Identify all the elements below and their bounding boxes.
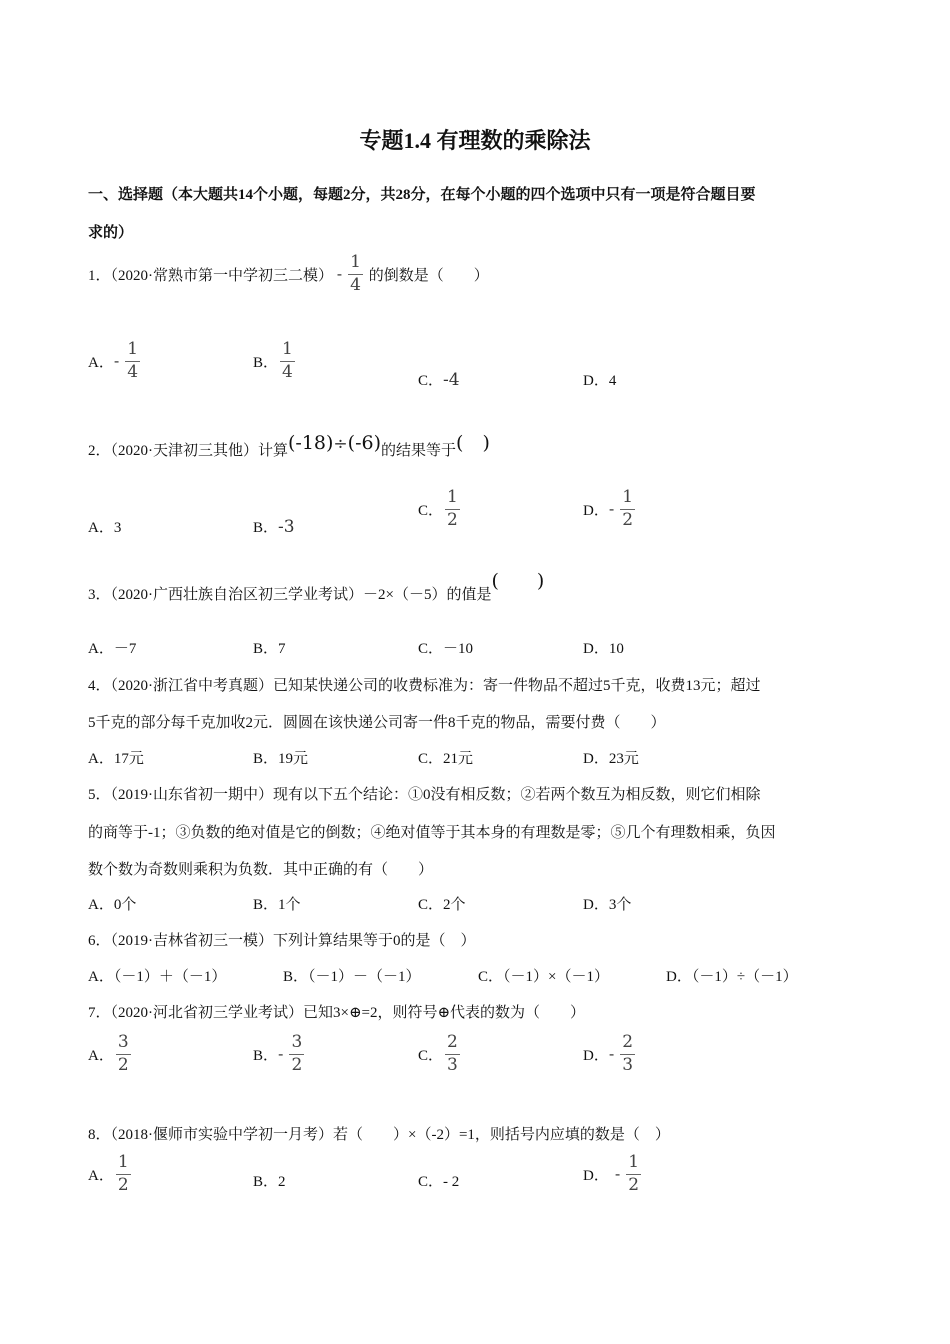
question-1-minus: - [336,265,343,284]
option-fraction [620,489,635,530]
option-label: D． [583,1047,609,1064]
option-label: C． [418,373,444,389]
q1-option-a [88,341,142,382]
question-4-line-2: 5千克的部分每千克加收2元．圆圆在该快递公司寄一件8千克的物品，需要付费（ ） [88,715,666,731]
q5-option-c: C．2个 [418,897,466,913]
q8-option-d [583,1154,643,1195]
option-value: 3 [113,520,122,536]
question-2 [88,428,490,460]
q8-option-a [88,1154,133,1195]
fraction-numerator: 3 [116,1034,131,1055]
option-label: A． [88,354,114,371]
option-label: D． [583,502,609,519]
question-8: 8．（2018·偃师市实验中学初一月考）若（ ）×（-2）=1，则括号内应填的数是（ ） [88,1127,670,1143]
q2-option-d [583,489,637,530]
option-label: D． [583,373,609,389]
option-fraction [445,1034,460,1075]
fraction-denominator: 2 [117,1174,129,1195]
question-1-fraction [348,254,363,295]
q3-option-b: B．7 [253,641,286,657]
q2-option-c [418,489,462,530]
q2-option-b [253,516,295,537]
option-label: C． [418,502,444,519]
q5-option-b: B．1个 [253,897,301,913]
option-label: A． [88,520,114,536]
fraction-denominator: 4 [350,274,361,295]
option-minus: - [608,1045,615,1064]
q8-option-c [418,1170,459,1191]
option-label: B． [253,354,279,371]
option-fraction [125,341,140,382]
fraction-numerator: 1 [626,1154,641,1175]
option-label: B． [253,1047,279,1064]
q3-option-d: D．10 [583,641,624,657]
option-label: A． [88,1047,114,1064]
option-minus: - [608,500,615,519]
question-1 [88,254,489,295]
section-heading-line-2: 求的） [88,225,134,241]
page-title: 专题1.4 有理数的乘除法 [359,128,591,153]
option-label: D． [583,1167,609,1184]
option-value: -4 [443,370,460,390]
q1-option-b [253,341,297,382]
question-6: 6．（2019·吉林省初三一模）下列计算结果等于0的是（ ） [88,933,476,949]
option-value: - 2 [443,1174,460,1190]
question-5-line-3: 数个数为奇数则乘积为负数．其中正确的有（ ） [88,862,434,878]
option-label: C． [418,1174,444,1190]
question-7: 7．（2020·河北省初三学业考试）已知3×⊕=2，则符号⊕代表的数为（ ） [88,1005,586,1021]
option-fraction [626,1154,641,1195]
question-2-answer-paren: ( ) [456,432,490,454]
fraction-numerator: 1 [116,1154,131,1175]
q5-option-d: D．3个 [583,897,632,913]
question-2-expression-b: (-6) [347,432,382,454]
fraction-denominator: 3 [622,1054,634,1075]
fraction-denominator: 4 [282,361,293,382]
fraction-numerator: 1 [620,489,635,510]
question-1-suffix: 的倒数是（ ） [368,267,489,284]
option-minus: - [113,352,120,371]
question-5-line-1: 5．（2019·山东省初一期中）现有以下五个结论：①0没有相反数；②若两个数互为相反数，则它们相除 [88,787,761,803]
option-label: B． [253,1174,279,1190]
q7-option-c [418,1034,462,1075]
q1-option-c [418,369,460,390]
q6-option-a: A．（－1）＋（－1） [88,969,227,985]
option-fraction [280,341,295,382]
q7-option-d [583,1034,637,1075]
q6-option-d: D．（－1）÷（－1） [666,969,798,985]
question-1-prefix: 1．（2020·常熟市第一中学初三二模） [88,267,333,284]
fraction-denominator: 2 [117,1054,129,1075]
option-fraction [620,1034,635,1075]
option-fraction [445,489,460,530]
option-label: A． [88,1167,114,1184]
fraction-numerator: 1 [445,489,460,510]
fraction-numerator: 1 [348,254,363,275]
option-value: -3 [278,517,295,537]
option-label: B． [253,520,279,536]
fraction-denominator: 2 [628,1174,640,1195]
q3-option-c: C．－10 [418,641,474,657]
question-3-text: 3．（2020·广西壮族自治区初三学业考试）－2×（－5）的值是 [88,587,492,603]
question-3-answer-paren: ( ) [491,570,545,592]
fraction-numerator: 3 [289,1034,304,1055]
question-4-line-1: 4．（2020·浙江省中考真题）已知某快递公司的收费标准为：寄一件物品不超过5千克，收费13元；超过 [88,678,761,694]
question-2-prefix: 2．（2020·天津初三其他）计算 [88,443,288,460]
q4-option-c: C．21元 [418,751,474,767]
q4-option-b: B．19元 [253,751,309,767]
fraction-numerator: 2 [445,1034,460,1055]
option-value: 2 [278,1174,286,1190]
option-fraction [116,1154,131,1195]
fraction-denominator: 2 [447,509,458,530]
question-2-divide-sign: ÷ [333,434,348,454]
q5-option-a: A．0个 [88,897,137,913]
option-label: C． [418,1047,444,1064]
fraction-numerator: 1 [125,341,140,362]
q7-option-b [253,1034,306,1075]
option-value: 4 [608,373,617,389]
fraction-numerator: 2 [620,1034,635,1055]
question-3 [88,570,545,605]
q6-option-b: B．（－1）－（－1） [283,969,421,985]
q4-option-d: D．23元 [583,751,639,767]
option-fraction [116,1034,131,1075]
q4-option-a: A．17元 [88,751,144,767]
option-fraction [289,1034,304,1075]
option-minus: - [614,1165,621,1184]
fraction-denominator: 3 [447,1054,458,1075]
question-2-expression-a: (-18) [288,432,334,454]
q6-option-c: C．（－1）×（－1） [478,969,609,985]
q2-option-a [88,516,121,537]
q1-option-d [583,369,616,390]
fraction-denominator: 2 [622,509,634,530]
fraction-denominator: 2 [291,1054,303,1075]
section-heading-line-1: 一、选择题（本大题共14个小题，每题2分，共28分，在每个小题的四个选项中只有一项是符合题目要 [88,187,756,203]
fraction-denominator: 4 [127,361,139,382]
q8-option-b [253,1170,286,1191]
q3-option-a: A．－7 [88,641,137,657]
question-2-suffix: 的结果等于 [381,443,457,460]
q7-option-a [88,1034,133,1075]
option-minus: - [278,1045,284,1064]
question-5-line-2: 的商等于-1；③负数的绝对值是它的倒数；④绝对值等于其本身的有理数是零；⑤几个有理数相乘，负因 [88,825,776,841]
fraction-numerator: 1 [280,341,295,362]
